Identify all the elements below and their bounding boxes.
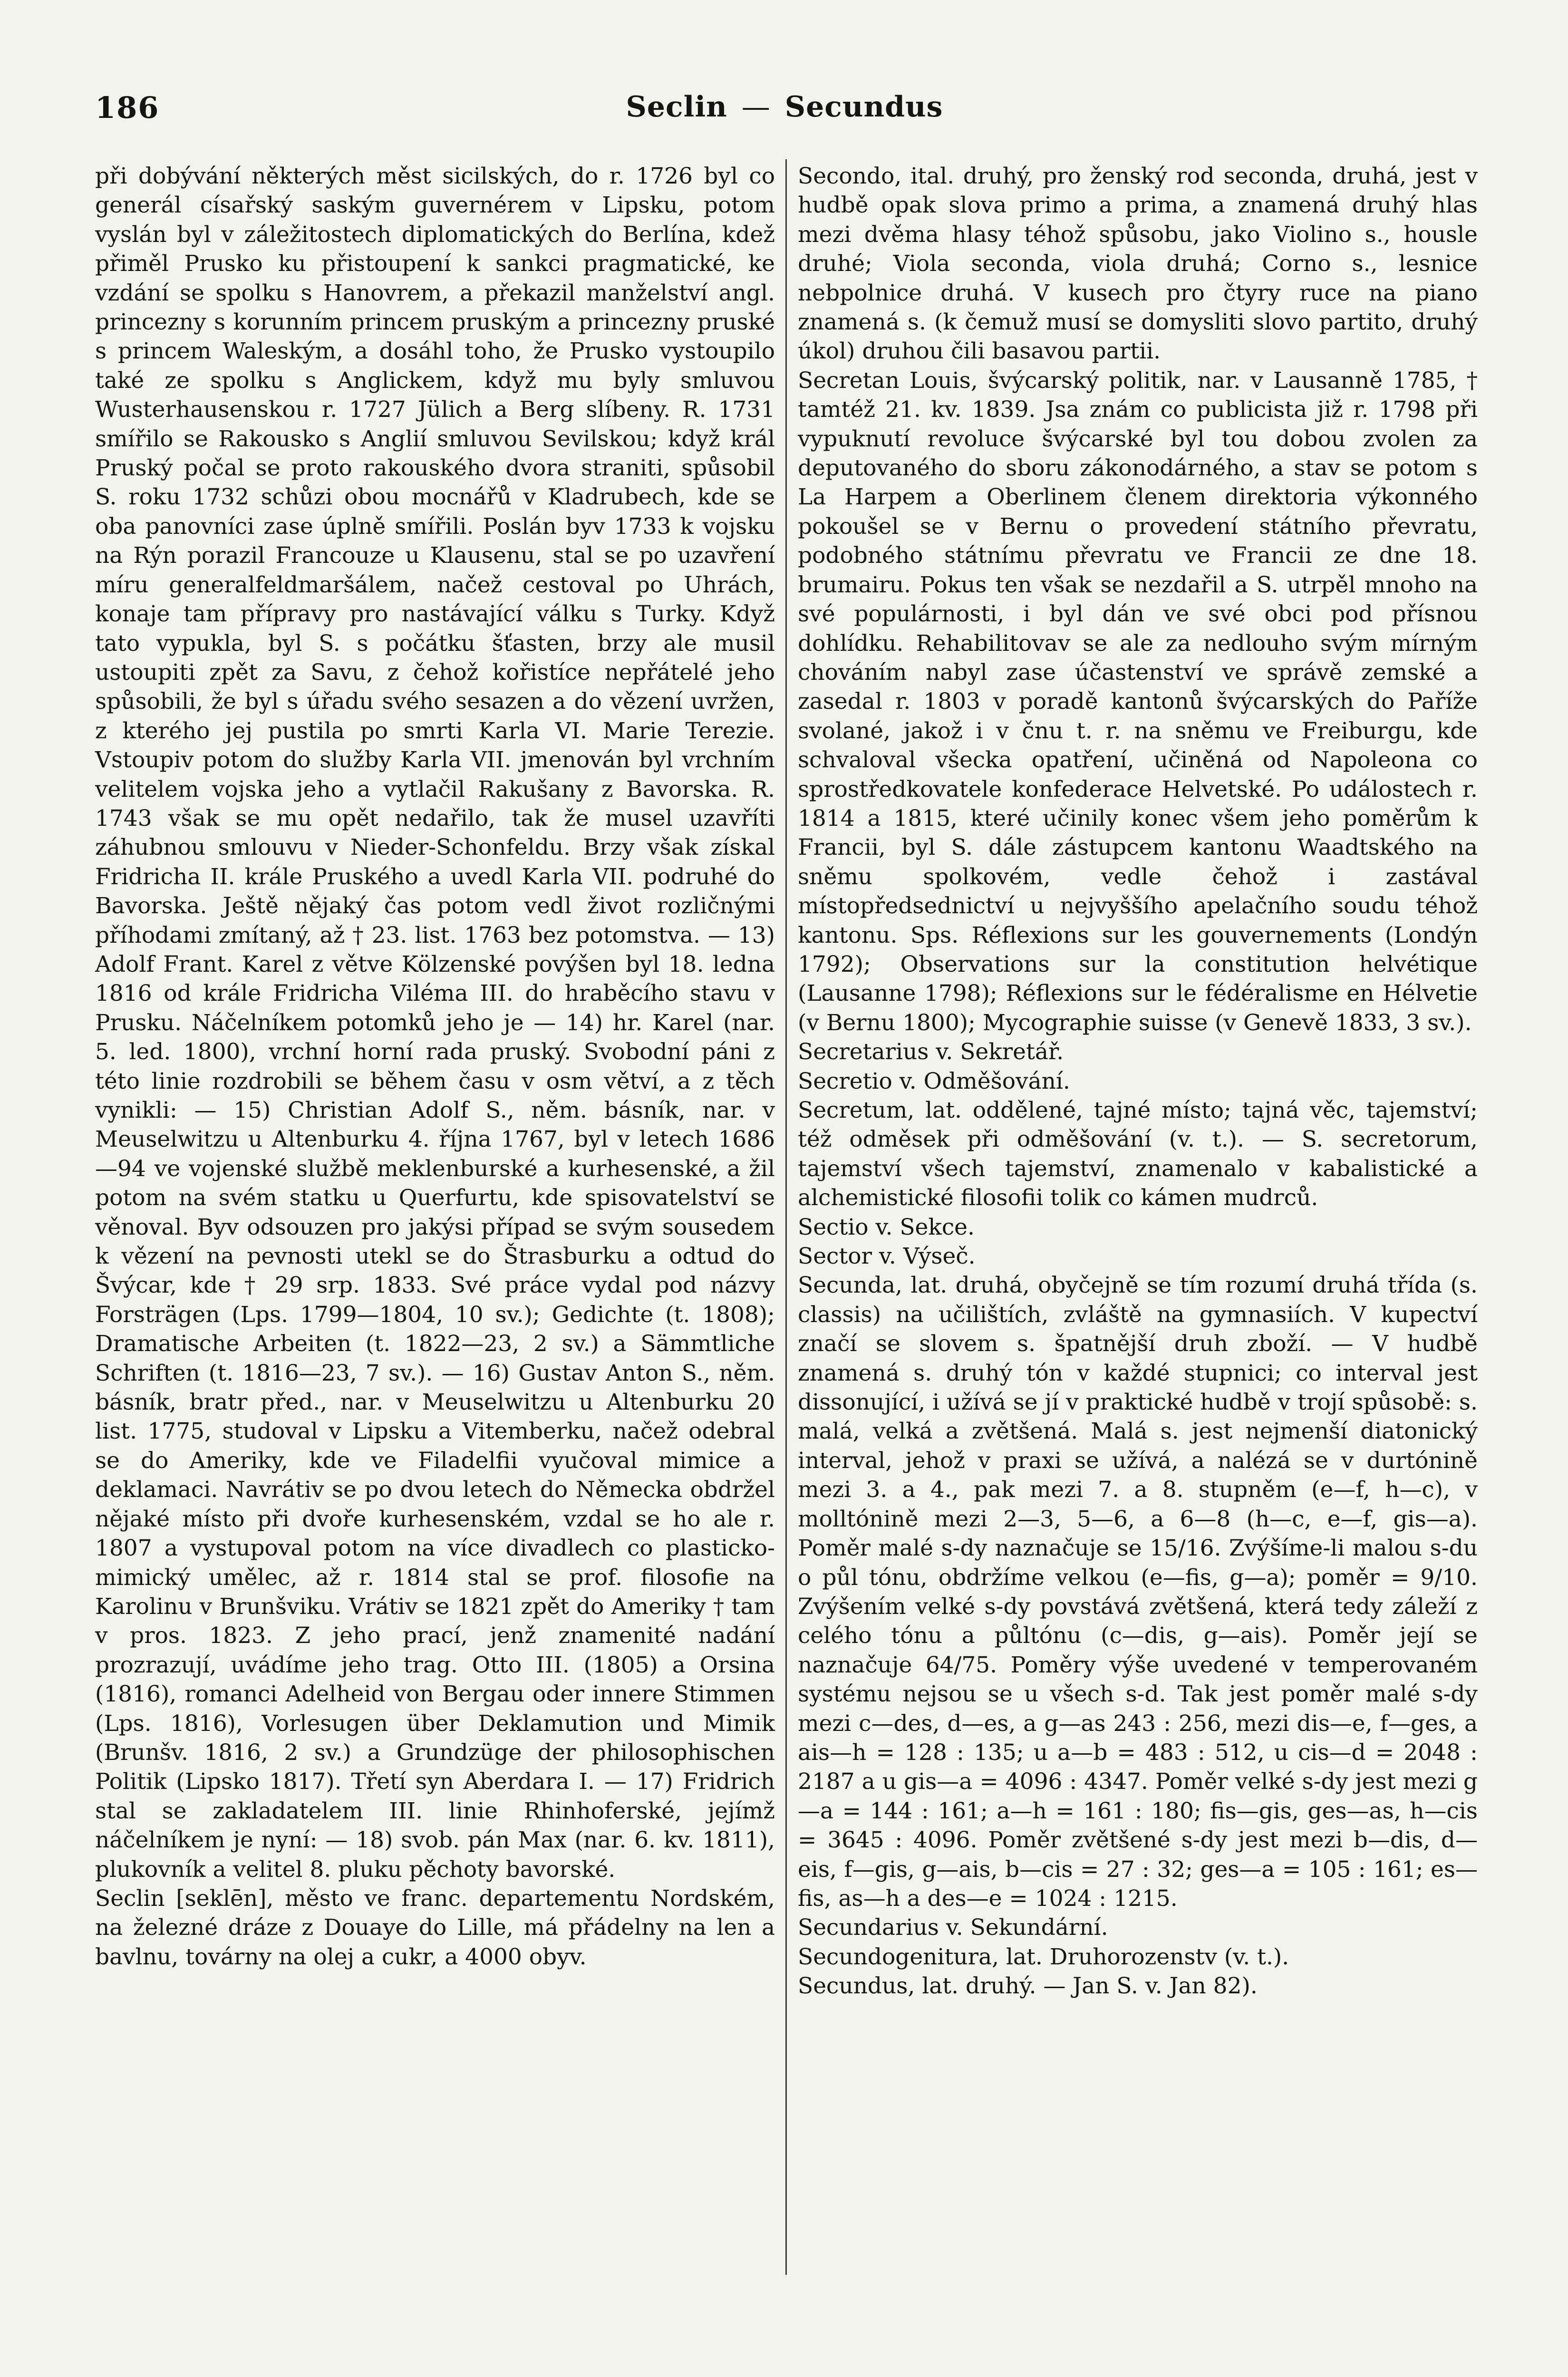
running-head-dash: — xyxy=(741,90,771,124)
left-column xyxy=(95,162,775,1971)
entry-secundus: Secundus, lat. druhý. — Jan S. v. Jan 82). xyxy=(798,1973,1258,2000)
entry-sector: Sector v. Výseč. xyxy=(798,1243,976,1270)
entry-secundarius: Secundarius v. Sekundární. xyxy=(798,1914,1108,1941)
entry-secunda: Secunda, lat. druhá, obyčejně se tím rozumí druhá třída (s. classis) na učilištích, zvláště na gymnasiích. V kupectví značí se slovem s. špatnější druh zboží. — V hudbě znamená s. druhý tón v každé stupnici; co interval jest dissonující, i užívá se jí v praktické hudbě v trojí spůsobě: s. malá, velká a zvětšená. Malá s. jest nejmenší diatonický interval, jehož v praxi se užívá, a nalézá se v durtónině mezi 3. a 4., pak mezi 7. a 8. stupněm (e—f, h—c), v molltónině mezi 2—3, 5—6, a 6—8 (h—c, e—f, gis—a). Poměr malé s-dy naznačuje se 15/16. Zvýšíme-li malou s-du o půl tónu, obdržíme velkou (e—fis, g—a); poměr = 9/10. Zvýšením velké s-dy povstává zvětšená, která tedy záleží z celého tónu a půltónu (c—dis, g—ais). Poměr její se naznačuje 64/75. Poměry výše uvedené v temperovaném systému nejsou se u všech s-d. Tak jest poměr malé s-dy mezi c—des, d—es, a g—as 243 : 256, mezi dis—e, f—ges, a ais—h = 128 : 135; u a—b = 483 : 512, u cis—d = 2048 : 2187 a u gis—a = 4096 : 4347. Poměr velké s-dy jest mezi g—a = 144 : 161; a—h = 161 : 180; fis—gis, ges—as, h—cis = 3645 : 4096. Poměr zvětšené s-dy jest mezi b—dis, d—eis, f—gis, g—ais, b—cis = 27 : 32; ges—a = 105 : 161; es—fis, as—h a des—e = 1024 : 1215. xyxy=(798,1272,1478,1912)
right-column xyxy=(798,162,1478,2001)
page-header xyxy=(95,90,1474,138)
running-head xyxy=(95,90,1474,124)
column-divider xyxy=(785,159,787,2275)
entry-seckendorf-continued: při dobývání některých měst sicilských, do r. 1726 byl co generál císařský saským guvernérem v Lipsku, potom vyslán byl v záležitostech diplomatických do Berlína, kdež přiměl Prusko ku přistoupení k sankci pragmatické, ke vzdání se spolku s Hanovrem, a překazil manželství angl. princezny s korunním princem pruským a princezny pruské s princem Waleským, a dosáhl toho, že Prusko vystoupilo také ze spolku s Anglickem, když mu byly smluvou Wusterhausenskou r. 1727 Jülich a Berg slíbeny. R. 1731 smířilo se Rakousko s Anglií smluvou Sevilskou; když král Pruský počal se proto rakouského dvora straniti, spůsobil S. roku 1732 schůzi obou mocnářů v Kladrubech, kde se oba panovníci zase úplně smířili. Poslán byv 1733 k vojsku na Rýn porazil Francouze u Klausenu, stal se po uzavření míru generalfeldmaršálem, načež cestoval po Uhrách, konaje tam přípravy pro nastávající válku s Turky. Když tato vypukla, byl S. s počátku šťasten, brzy ale musil ustoupiti zpět za Savu, z čehož kořistíce nepřátelé jeho spůsobili, že byl s úřadu svého sesazen a do vězení uvržen, z kterého jej pustila po smrti Karla VI. Marie Terezie. Vstoupiv potom do služby Karla VII. jmenován byl vrchním velitelem vojska jeho a vytlačil Rakušany z Bavorska. R. 1743 však se mu opět nedařilo, tak že musel uzavříti záhubnou smlouvu v Nieder-Schonfeldu. Brzy však získal Fridricha II. krále Pruského a uvedl Karla VII. podruhé do Bavorska. Ještě nějaký čas potom vedl život rozličnými příhodami zmítaný, až † 23. list. 1763 bez potomstva. — 13) Adolf Frant. Karel z větve Kölzenské povýšen byl 18. ledna 1816 od krále Fridricha Viléma III. do hraběcího stavu v Prusku. Náčelníkem potomků jeho je — 14) hr. Karel (nar. 5. led. 1800), vrchní horní rada pruský. Svobodní páni z této linie rozdrobili se během času v osm větví, a z těch vynikli: — 15) Christian Adolf S., něm. básník, nar. v Meuselwitzu u Altenburku 4. října 1767, byl v letech 1686—94 ve vojenské službě meklenburské a kurhesenské, a žil potom na svém statku u Querfurtu, kde spisovatelství se věnoval. Byv odsouzen pro jakýsi případ se svým sousedem k vězení na pevnosti utekl se do Štrasburku a odtud do Švýcar, kde † 29 srp. 1833. Své práce vydal pod názvy Forsträgen (Lps. 1799—1804, 10 sv.); Gedichte (t. 1808); Dramatische Arbeiten (t. 1822—23, 2 sv.) a Sämmtliche Schriften (t. 1816—23, 7 sv.). — 16) Gustav Anton S., něm. básník, bratr před., nar. v Meuselwitzu u Altenburku 20 list. 1775, studoval v Lipsku a Vitemberku, načež odebral se do Ameriky, kde ve Filadelfii vyučoval mimice a deklamaci. Navrátiv se po dvou letech do Německa obdržel nějaké místo při dvoře kurhesenském, vzdal se ho ale r. 1807 a vystupoval potom na více divadlech co plasticko-mimický umělec, až r. 1814 stal se prof. filosofie na Karolinu v Brunšviku. Vrátiv se 1821 zpět do Ameriky † tam v pros. 1823. Z jeho prací, jenž znamenité nadání prozrazují, uvádíme jeho trag. Otto III. (1805) a Orsina (1816), romanci Adelheid von Bergau oder innere Stimmen (Lps. 1816), Vorlesugen über Deklamution und Mimik (Brunšv. 1816, 2 sv.) a Grundzüge der philosophischen Politik (Lipsko 1817). Třetí syn Aberdara I. — 17) Fridrich stal se zakladatelem III. linie Rhinhoferské, jejímž náčelníkem je nyní: — 18) svob. pán Max (nar. 6. kv. 1811), plukovník a velitel 8. pluku pěchoty bavorské. xyxy=(95,163,775,1883)
entry-secretan: Secretan Louis, švýcarský politik, nar. v Lausanně 1785, † tamtéž 21. kv. 1839. Jsa znám co publicista již r. 1798 při vypuknutí revoluce švýcarské byl tou dobou zvolen za deputovaného do sboru zákonodárného, a stav se potom s La Harpem a Oberlinem členem direktoria výkonného pokoušel se v Bernu o provedení státního převratu, podobného státnímu převratu ve Francii ze dne 18. brumairu. Pokus ten však se nezdařil a S. utrpěl mnoho na své populárnosti, i byl dán ve své obci pod přísnou dohlídku. Rehabilitovav se ale za nedlouho svým mírným chováním nabyl zase účastenství ve správě zemské a zasedal r. 1803 v poradě kantonů švýcarských do Paříže svolané, jakož i v čnu t. r. na sněmu ve Freiburgu, kde schvaloval všecka opatření, učiněná od Napoleona co sprostředkovatele konfederace Helvetské. Po událostech r. 1814 a 1815, které učinily konec všem jeho poměrům k Francii, byl S. dále zástupcem kantonu Waadtského na sněmu spolkovém, vedle čehož i zastával místopředsednictví u nejvyššího apelačního soudu téhož kantonu. Sps. Réflexions sur les gouvernements (Londýn 1792); Observations sur la constitution helvétique (Lausanne 1798); Réflexions sur le fédéralisme en Hélvetie (v Bernu 1800); Mycographie suisse (v Genevě 1833, 3 sv.). xyxy=(798,367,1478,1036)
entry-secundogenitura: Secundogenitura, lat. Druhorozenstv (v. t.). xyxy=(798,1943,1289,1970)
page-number: 186 xyxy=(95,90,160,125)
running-head-last: Secundus xyxy=(784,90,943,124)
entry-secondo: Secondo, ital. druhý, pro ženský rod seconda, druhá, jest v hudbě opak slova primo a prima, a znamená druhý hlas mezi dvěma hlasy téhož spůsobu, jako Violino s., housle druhé; Viola seconda, viola druhá; Corno s., lesnice nebpolnice druhá. V kusech pro čtyry ruce na piano znamená s. (k čemuž musí se domysliti slovo partito, druhý úkol) druhou čili basavou partii. xyxy=(798,163,1478,365)
entry-secretio: Secretio v. Odměšování. xyxy=(798,1068,1070,1094)
entry-secretum: Secretum, lat. oddělené, tajné místo; tajná věc, tajemství; též odměsek při odměšování (v. t.). — S. secretorum, tajemství všech tajemství, znamenalo v kabalistické a alchemistické filosofii tolik co kámen mudrců. xyxy=(798,1097,1478,1211)
entry-secretarius: Secretarius v. Sekretář. xyxy=(798,1039,1064,1065)
running-head-first: Seclin xyxy=(626,90,727,124)
entry-sectio: Sectio v. Sekce. xyxy=(798,1214,975,1240)
entry-seclin: Seclin [seklēn], město ve franc. departementu Nordském, na železné dráze z Douaye do Lille, má přádelny na len a bavlnu, továrny na olej a cukr, a 4000 obyv. xyxy=(95,1885,775,1970)
